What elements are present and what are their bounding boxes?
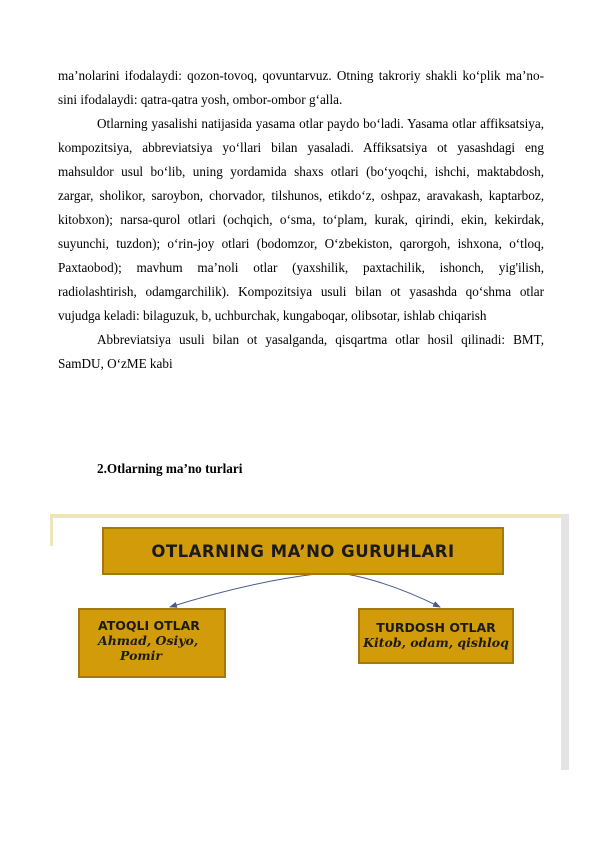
common-nouns-box [358,608,514,664]
proper-nouns-title: ATOQLI OTLAR [98,618,200,633]
proper-nouns-examples-2: Pomir [120,648,162,663]
body-text [58,64,544,376]
arrow-to-right-box [346,574,440,607]
proper-nouns-examples-1: Ahmad, Osiyo, [98,633,199,648]
common-nouns-examples: Kitob, odam, qishloq [363,635,509,650]
paragraph-2: Otlarning yasalishi natijasida yasama otlar paydo bo‘ladi. Yasama otlar affiksatsiya, kompozitsiya, abbreviatsiya yo‘llari bilan yasaladi. Affiksatsiya ot yasashdagi eng mahsuldor usul bo‘lib, uning yordamida shaxs otlari (bo‘yoqchi, ishchi, maktabdosh, zargar, sholikor, saroybon, chorvador, tilshunos, etikdo‘z, oshpaz, aravakash, kaptarboz, kitobxon); narsa-qurol otlari (ochqich, o‘sma, to‘plam, kurak, qirindi, ekin, kekirdak, suyunchi, tuzdon); o‘rin-joy otlari (bodomzor, O‘zbekiston, qarorgoh, ishxona, o‘tloq, Paxtaobod); mavhum ma’noli otlar (yaxshilik, paxtachilik, ishonch, yig'ilish, radiolashtirish, odamgarchilik). Kompozitsiya usuli bilan ot yasashda qo‘shma otlar vujudga keladi: bilaguzuk, b, uchburchak, kungaboqar, olibsotar, ishlab chiqarish [58,116,544,323]
common-nouns-title: TURDOSH OTLAR [376,620,496,635]
paragraph-3: Abbreviatsiya usuli bilan ot yasalganda, qisqartma otlar hosil qilinadi: BMT, SamDU, O‘zME kabi [58,332,544,371]
main-group-box: OTLARNING MA’NO GURUHLARI [102,527,504,575]
noun-groups-diagram [50,512,572,770]
proper-nouns-box [78,608,226,678]
arrow-to-left-box [170,574,316,607]
section-heading: 2.Otlarning ma’no turlari [97,461,243,476]
paragraph-1: ma’nolarini ifodalaydi: qozon-tovoq, qovuntarvuz. Otning takroriy shakli ko‘plik ma’no-sini ifodalaydi: qatra-qatra yosh, ombor-ombor g‘alla. [58,68,544,107]
